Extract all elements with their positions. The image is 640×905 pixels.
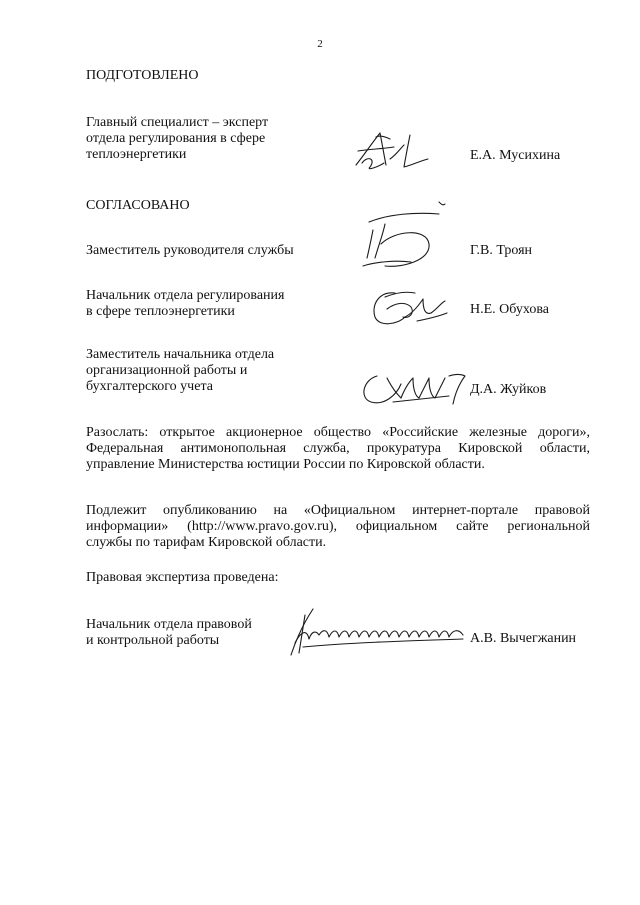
distribution-paragraph [86,425,590,473]
position-line: Начальник отдела регулирования [86,288,285,303]
position-line: теплоэнергетики [86,147,187,162]
position-line: Заместитель начальника отдела [86,347,275,362]
paragraph-line: Подлежит опубликованию на «Официальном интернет-портале правовой [86,503,590,518]
signatory-name: А.В. Вычегжанин [470,631,577,646]
page-number: 2 [317,38,323,50]
signatory-name: Г.В. Троян [470,243,533,258]
agreed-position-3 [86,347,346,395]
position-line: в сфере теплоэнергетики [86,304,235,319]
publication-paragraph [86,503,590,551]
position-line: и контрольной работы [86,633,220,648]
position-line: бухгалтерского учета [86,379,213,394]
position-line: Начальник отдела правовой [86,617,252,632]
position-line: Заместитель руководителя службы [86,243,294,258]
position-line: организационной работы и [86,363,248,378]
agreed-position-2 [86,288,346,320]
handwritten-signature-icon [357,368,469,410]
paragraph-line: Федеральная антимонопольная служба, прокуратура Кировской области, [86,441,590,456]
agreed-position-1 [86,243,346,259]
paragraph-line: информации» (http://www.pravo.gov.ru), официальном сайте региональной [86,519,590,534]
handwritten-signature-icon [283,607,473,659]
paragraph-line: Разослать: открытое акционерное общество «Российские железные дороги», [86,425,590,440]
prepared-position [86,115,346,163]
agreed-heading: СОГЛАСОВАНО [86,198,190,213]
signatory-name: Н.Е. Обухова [470,302,549,317]
signatory-name: Е.А. Мусихина [470,148,561,163]
position-line: Главный специалист – эксперт [86,115,269,130]
signatory-name: Д.А. Жуйков [470,382,547,397]
paragraph-line: службы по тарифам Кировской области. [86,535,327,550]
paragraph-line: управление Министерства юстиции России по Кировской области. [86,457,485,472]
handwritten-signature-icon [350,125,440,175]
legal-review-statement: Правовая экспертиза проведена: [86,570,279,585]
handwritten-signature-icon [355,200,455,275]
handwritten-signature-icon [365,283,455,333]
position-line: отдела регулирования в сфере [86,131,266,146]
prepared-heading: ПОДГОТОВЛЕНО [86,68,199,83]
